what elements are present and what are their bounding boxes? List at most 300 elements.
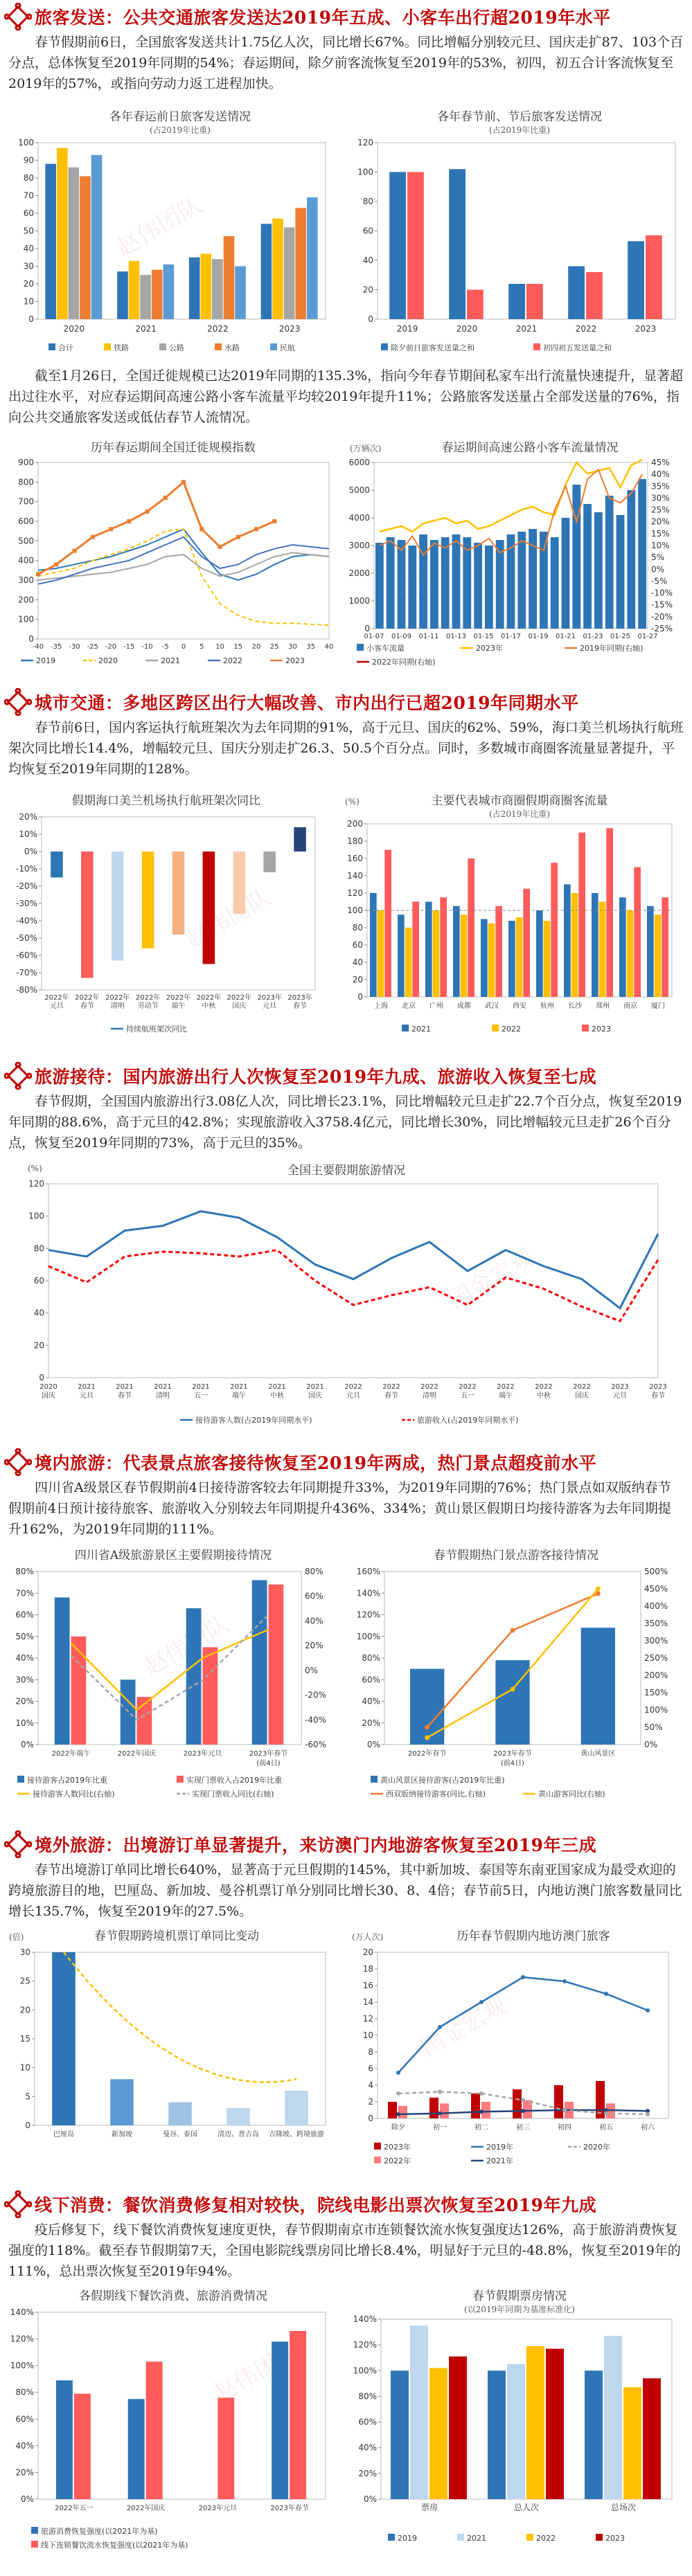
legend-swatch xyxy=(402,1025,409,1032)
bar xyxy=(516,917,523,997)
x-tick-label: 黄山风景区 xyxy=(580,1750,616,1758)
chart-c5 xyxy=(7,789,326,1045)
y-tick-label: 800 xyxy=(18,477,34,487)
chart-unit: (万人次) xyxy=(352,1932,384,1942)
chart-c7 xyxy=(7,1156,685,1433)
y2-tick-label: -5% xyxy=(651,576,668,586)
legend-label: 初四初五发送量之和 xyxy=(543,343,612,352)
x-tick-label: 2021 xyxy=(135,324,157,334)
y-tick-label: 30 xyxy=(23,261,34,271)
x-tick-label: 2021 xyxy=(230,1383,248,1391)
x-tick-label: 广州 xyxy=(429,1002,443,1010)
bar xyxy=(449,2357,467,2499)
series-marker xyxy=(479,2000,483,2004)
x-tick-label: 郑州 xyxy=(596,1002,610,1010)
y-tick-label: 2000 xyxy=(348,568,370,578)
x-tick-label: 武汉 xyxy=(485,1002,499,1010)
y-tick-label: -30% xyxy=(15,899,37,908)
y-tick-label: 80 xyxy=(362,197,373,206)
legend-label: 旅游收入(占2019年同期水平) xyxy=(417,1416,519,1425)
y-tick-label: 16 xyxy=(362,1981,373,1990)
y-tick-label: 0 xyxy=(364,624,370,633)
bar xyxy=(200,254,211,319)
y-tick-label: 40% xyxy=(358,2442,377,2453)
y-tick-label: 40 xyxy=(23,244,34,253)
series-marker xyxy=(521,1975,525,1979)
x-tick-label: 2022年国庆 xyxy=(117,1750,157,1758)
y-tick-label: 0 xyxy=(368,2114,373,2123)
x-tick-label: 5 xyxy=(199,643,204,651)
series-marker xyxy=(425,1736,429,1740)
y-tick-label: 120 xyxy=(347,888,363,898)
bar xyxy=(655,915,662,997)
series-marker xyxy=(73,549,77,553)
x-tick-label-2: 春节 xyxy=(118,1392,132,1400)
x-tick-label: 成都 xyxy=(457,1002,471,1010)
bar xyxy=(488,2370,506,2499)
y-tick-label: 1000 xyxy=(348,596,370,606)
bar xyxy=(129,261,140,319)
chart-unit: (%) xyxy=(28,1164,42,1173)
x-tick-label: 01-25 xyxy=(610,633,631,640)
bar xyxy=(643,2378,661,2499)
y-tick-label: 40 xyxy=(33,1308,44,1318)
y-tick-label: 20 xyxy=(362,1947,373,1957)
bar xyxy=(495,1660,529,1745)
x-tick-label: 2021 xyxy=(78,1383,96,1391)
bar xyxy=(562,518,570,629)
bar xyxy=(526,2346,544,2499)
x-tick-label: 吉隆坡、跨境旅游 xyxy=(269,2131,324,2138)
x-tick-label: 2022年国庆 xyxy=(126,2505,166,2512)
bar xyxy=(429,2368,447,2499)
y2-tick-label: -20% xyxy=(305,1690,327,1700)
y-tick-label: 20% xyxy=(15,2467,34,2478)
chart-title: 春节假期票房情况 xyxy=(472,2289,567,2303)
series-marker xyxy=(511,1628,515,1633)
bar xyxy=(387,537,395,629)
bar xyxy=(468,858,474,997)
bar xyxy=(627,490,635,629)
x-tick-label: 厦门 xyxy=(651,1002,665,1010)
series-marker xyxy=(521,2098,525,2102)
y-tick-label: 40% xyxy=(15,2440,34,2451)
x-tick-label: 2022年春节 xyxy=(407,1750,447,1758)
y-tick-label: 3000 xyxy=(348,541,370,550)
bar xyxy=(583,504,592,629)
x-tick-label-2: 春节 xyxy=(293,1002,308,1010)
bar xyxy=(623,2387,641,2499)
chart-subtitle: (以2019年同期为基准标准化) xyxy=(464,2305,575,2314)
legend-label: 2019年同期(右轴) xyxy=(580,644,644,653)
x-tick-label-2: 元旦 xyxy=(613,1392,627,1400)
series-marker xyxy=(562,2108,567,2112)
bar xyxy=(370,893,377,997)
bar xyxy=(186,1608,202,1745)
bar xyxy=(172,852,185,935)
y-tick-label: 160 xyxy=(347,854,363,863)
bar xyxy=(112,852,124,961)
legend-label: 2023 xyxy=(605,2534,625,2543)
series-marker xyxy=(36,573,40,577)
bar xyxy=(449,169,465,319)
plot-frame xyxy=(35,1952,326,2125)
x-tick-label-2: 国庆 xyxy=(308,1392,322,1400)
y2-tick-label: 25% xyxy=(651,505,670,515)
section-title-outbound xyxy=(0,1828,692,1861)
y-tick-label: 20 xyxy=(19,2005,30,2015)
bar xyxy=(375,543,384,629)
y-tick-label: 20% xyxy=(358,2468,377,2478)
y-tick-label: 600 xyxy=(18,516,34,526)
y-tick-label: 140% xyxy=(353,2314,377,2324)
y-tick-label: 90 xyxy=(23,155,34,165)
x-tick-label: 2020 xyxy=(456,324,478,334)
legend-swatch xyxy=(526,2534,533,2541)
bar xyxy=(647,906,654,997)
series-marker xyxy=(163,496,168,500)
x-tick-label: 2021 xyxy=(515,324,538,334)
y-tick-label: 20% xyxy=(19,812,37,822)
y2-tick-label: 80% xyxy=(305,1567,323,1576)
y-tick-label: 8 xyxy=(368,2047,373,2057)
series-line xyxy=(71,1630,269,1710)
bar xyxy=(235,267,246,320)
x-tick-label-2: 中秋 xyxy=(270,1392,284,1400)
x-tick-label-2: 端午 xyxy=(171,1002,186,1010)
y-tick-label: 100% xyxy=(10,2361,34,2371)
x-tick-label: -25 xyxy=(87,643,98,651)
bar xyxy=(272,2341,288,2499)
y-tick-label: 5000 xyxy=(348,485,370,495)
chart-title: 假期海口美兰机场执行航班架次同比 xyxy=(72,794,260,808)
bar xyxy=(508,921,515,997)
series-marker xyxy=(127,519,131,523)
series-marker xyxy=(181,480,186,484)
chart-unit: (万辆次) xyxy=(350,444,382,453)
bar xyxy=(638,479,646,629)
x-tick-label: 2023年 xyxy=(287,994,312,1002)
y2-tick-label: 300% xyxy=(644,1636,668,1646)
chart-subtitle: (占2019年比重) xyxy=(489,125,550,135)
legend-label: 黄山风景区接待游客(占2019年比重) xyxy=(380,1776,505,1785)
bar xyxy=(80,176,91,319)
bar xyxy=(412,902,419,998)
bar xyxy=(433,910,440,997)
legend-label: 2022 xyxy=(502,1025,521,1034)
x-tick-label-2: 劳动节 xyxy=(137,1002,159,1010)
y-tick-label: 10 xyxy=(23,296,34,307)
y2-tick-label: 45% xyxy=(651,458,670,467)
y-tick-label: 70 xyxy=(23,190,34,201)
y2-tick-label: 150% xyxy=(644,1688,668,1697)
series-marker xyxy=(396,2071,400,2075)
x-tick-label: -10 xyxy=(141,643,153,651)
y-tick-label: -20% xyxy=(15,881,37,891)
series-marker xyxy=(109,527,113,531)
chart-title: 全国主要假期旅游情况 xyxy=(287,1164,405,1178)
x-tick-label: 0 xyxy=(181,643,186,651)
bar xyxy=(554,2085,563,2118)
y-tick-label: 120 xyxy=(28,1179,44,1189)
y2-tick-label: 35% xyxy=(651,481,670,492)
y-tick-label: 140% xyxy=(10,2307,34,2317)
x-tick-label: 10 xyxy=(215,643,224,651)
y-tick-label: 120% xyxy=(10,2334,34,2344)
bar xyxy=(536,910,543,997)
y2-tick-label: 10% xyxy=(651,541,670,550)
y-tick-label: 0% xyxy=(24,847,37,856)
y-tick-label: 400 xyxy=(18,555,34,566)
legend-swatch xyxy=(159,343,166,350)
x-tick-label-2: 元旦 xyxy=(346,1392,360,1400)
legend-label: 公路 xyxy=(169,343,184,352)
section-paragraph: 春节出境游订单同比增长640%，显著高于元旦假期的145%，其中新加坡、泰国等东南亚国家成为最受欢迎的跨境旅游目的地，巴厘岛、新加坡、曼谷机票订单分别同比增长30、8、4倍；春节前5日，内地访澳门旅客数量同比增长135.7%，恢复至2019年的27.5%。 xyxy=(8,1862,682,1919)
bar xyxy=(544,921,551,997)
x-tick-label: 2022 xyxy=(207,324,229,334)
x-tick-label-2: 元旦 xyxy=(49,1002,64,1010)
bar xyxy=(55,1598,70,1745)
legend-label: 小客车流量 xyxy=(366,644,405,653)
legend-swatch xyxy=(31,2527,38,2534)
bar xyxy=(619,897,626,997)
bar xyxy=(227,2108,250,2125)
bar xyxy=(605,496,614,629)
bar xyxy=(604,2336,622,2499)
section-heading: 境内旅游：代表景点旅客接待恢复至2019年两成，热门景点超疫前水平 xyxy=(35,1453,597,1473)
bar xyxy=(586,272,603,319)
legend-label: 2021年 xyxy=(486,2156,513,2165)
y-tick-label: 70% xyxy=(15,1588,34,1598)
chart-c1 xyxy=(7,101,336,363)
x-tick-label: 除夕 xyxy=(391,2124,405,2132)
y-tick-label: 80 xyxy=(33,1243,44,1254)
y-tick-label: 20 xyxy=(352,975,363,984)
y-tick-label: 80 xyxy=(23,173,34,183)
x-tick-label: -20 xyxy=(105,643,117,651)
x-tick-label: 30 xyxy=(288,643,297,651)
x-tick-label: 初六 xyxy=(641,2124,655,2132)
chart-subtitle: (占2019年比重) xyxy=(150,125,211,135)
bar xyxy=(616,515,625,629)
y-tick-label: -70% xyxy=(15,968,37,978)
bar xyxy=(634,867,641,998)
x-tick-label: 初二 xyxy=(474,2124,488,2132)
chart-title: 四川省A级旅游景区主要假期接待情况 xyxy=(74,1549,272,1562)
y2-tick-label: 40% xyxy=(305,1616,323,1626)
series-marker xyxy=(54,562,58,566)
bar xyxy=(572,485,580,629)
x-tick-label: -35 xyxy=(51,643,62,651)
y2-tick-label: 450% xyxy=(644,1584,668,1594)
x-tick-label: 西安 xyxy=(513,1002,526,1010)
bar xyxy=(233,852,246,914)
series-marker xyxy=(396,2112,400,2116)
legend-label: 黄山游客同比(右轴) xyxy=(538,1790,605,1799)
bar xyxy=(551,863,558,997)
bar xyxy=(81,852,94,978)
y-tick-label: 80% xyxy=(358,2391,377,2402)
y2-tick-label: 500% xyxy=(644,1567,668,1576)
chinese-knot-icon xyxy=(4,1448,32,1476)
bar xyxy=(388,2102,397,2118)
x-tick-label: 2023 xyxy=(278,324,301,334)
chart-c11 xyxy=(346,1925,685,2174)
x-tick-label-2: 春节 xyxy=(651,1392,665,1400)
bar xyxy=(212,259,223,319)
y2-tick-label: 350% xyxy=(644,1619,668,1628)
chart-unit: (%) xyxy=(345,797,360,807)
bar xyxy=(453,906,460,997)
chart-title: 各年春运前日旅客发送情况 xyxy=(109,110,251,124)
bar xyxy=(481,919,488,998)
y-tick-label: 20 xyxy=(362,285,373,295)
legend-label: 水路 xyxy=(224,343,240,352)
legend-label: 2023 xyxy=(285,656,305,665)
chinese-knot-icon xyxy=(4,1830,32,1858)
x-tick-label-2: 春节 xyxy=(384,1392,398,1400)
legend-label: 2019年 xyxy=(486,2143,513,2152)
legend-swatch xyxy=(357,644,364,651)
y-tick-label: 100% xyxy=(353,2366,377,2376)
series-marker xyxy=(91,535,95,539)
bar xyxy=(269,1585,284,1745)
bar xyxy=(578,833,585,998)
bar xyxy=(646,235,662,319)
watermark-6: 国金宏观 xyxy=(416,1991,512,2062)
x-tick-label-2: 端午 xyxy=(499,1392,513,1400)
bar xyxy=(140,275,151,319)
x-tick-label: 上海 xyxy=(374,1002,388,1010)
bar xyxy=(606,828,613,997)
legend-label: 2022 xyxy=(223,656,242,665)
x-tick-label: -40 xyxy=(32,643,44,651)
x-tick-label: 初五 xyxy=(599,2124,613,2132)
legend-swatch xyxy=(371,1776,378,1783)
legend-label: 2023年 xyxy=(384,2143,411,2152)
y-tick-label: 0 xyxy=(28,314,34,324)
bar xyxy=(546,2349,564,2499)
y-tick-label: 160% xyxy=(356,1567,380,1576)
bar xyxy=(389,172,406,320)
series-marker xyxy=(521,2109,525,2113)
legend-label: 接待游客人数(占2019年同期水平) xyxy=(195,1416,312,1425)
x-tick-label-2: 中秋 xyxy=(202,1002,216,1010)
bar xyxy=(474,543,482,629)
x-tick-label: 25 xyxy=(269,643,279,651)
section-title-domestic xyxy=(0,1445,692,1479)
x-tick-label: 2022年 xyxy=(135,994,161,1002)
bar xyxy=(263,852,276,872)
y2-tick-label: 20% xyxy=(651,516,670,527)
legend-label: 2021 xyxy=(467,2534,486,2543)
x-tick-label: 2023年春节 xyxy=(493,1750,532,1758)
legend-label: 接待游客占2019年比重 xyxy=(27,1776,107,1785)
y-tick-label: 140% xyxy=(356,1588,380,1598)
bar xyxy=(146,2361,163,2499)
series-marker xyxy=(596,1587,601,1592)
legend-label: 民航 xyxy=(280,343,295,352)
x-tick-label: 01-27 xyxy=(637,633,658,640)
chart-title: 春节假期跨境机票订单同比变动 xyxy=(94,1929,259,1943)
y-tick-label: 10 xyxy=(362,2030,373,2040)
chart-c6 xyxy=(339,789,685,1045)
section-paragraph: 春节假期前6日，全国旅客发送共计1.75亿人次，同比增长67%。同比增幅分别较元旦、国庆走扩87、103个百分点，总体恢复至2019年同期的54%；春运期间，除夕前客流恢复至2019年的53%，初四，初五合计客流恢复至2019年的57%，或指向劳动力返工进程加快。 xyxy=(8,35,684,91)
bar xyxy=(295,208,306,319)
legend-label: 2022 xyxy=(536,2534,556,2543)
y-tick-label: 0% xyxy=(20,2494,34,2504)
bar xyxy=(272,219,283,319)
y-tick-label: 15 xyxy=(19,2034,30,2044)
bar xyxy=(485,546,493,629)
x-tick-label: -5 xyxy=(161,643,169,651)
bar xyxy=(410,2325,428,2499)
y2-tick-label: 100% xyxy=(644,1705,668,1715)
x-tick-label: 杭州 xyxy=(540,1002,554,1010)
bar xyxy=(91,155,103,319)
bar xyxy=(261,224,272,319)
legend-swatch xyxy=(270,343,277,350)
bar xyxy=(481,2102,490,2118)
legend-swatch xyxy=(533,343,540,350)
x-tick-label: 01-13 xyxy=(445,633,467,640)
chart-unit: (倍) xyxy=(9,1932,24,1942)
x-tick-label-2: 国庆 xyxy=(575,1392,589,1400)
x-tick-label: 总人次 xyxy=(513,2503,540,2512)
bar xyxy=(507,2364,525,2499)
x-tick-label: 2022 xyxy=(535,1383,553,1391)
x-tick-label: 初四 xyxy=(558,2124,571,2132)
plot-frame xyxy=(48,1184,658,1378)
series-marker xyxy=(425,1725,429,1730)
y-tick-label: 20 xyxy=(33,1340,44,1351)
trend-line xyxy=(64,1952,296,2082)
section-heading: 线下消费：餐饮消费修复相对较快，院线电影出票次恢复至2019年九成 xyxy=(35,2195,597,2215)
bar xyxy=(110,2079,134,2125)
bar xyxy=(628,241,644,319)
x-tick-label: 2022 xyxy=(382,1383,400,1391)
legend-swatch xyxy=(374,2156,381,2163)
legend-swatch xyxy=(381,343,388,350)
series-marker xyxy=(479,2109,483,2114)
bar xyxy=(551,537,559,629)
y-tick-label: 25 xyxy=(19,1976,30,1986)
y-tick-label: 20% xyxy=(362,1718,380,1728)
y-tick-label: 0 xyxy=(25,2120,30,2130)
bar xyxy=(410,1669,444,1745)
bar xyxy=(294,827,306,852)
chart-subtitle: (占2019年比重) xyxy=(489,809,550,819)
x-tick-label: 2023年 xyxy=(257,994,282,1002)
bar xyxy=(662,897,668,997)
y-tick-label: 100% xyxy=(356,1631,380,1641)
bar xyxy=(398,540,406,629)
bar xyxy=(441,537,450,629)
x-tick-label: 20 xyxy=(251,643,261,651)
x-tick-label-2: 国庆 xyxy=(232,1002,247,1010)
x-tick-label: 2020 xyxy=(63,324,85,334)
plot-frame xyxy=(38,462,329,639)
legend-label: 2022年 xyxy=(384,2156,411,2165)
x-tick-label: 2022年 xyxy=(227,994,252,1002)
legend-label: 线下连锁餐饮流水恢复强度(以2021年为基) xyxy=(41,2541,188,2550)
series-marker xyxy=(218,545,222,549)
section-title-city xyxy=(0,685,692,719)
y-tick-label: 0% xyxy=(366,1740,380,1749)
legend-label: 2020 xyxy=(98,656,118,665)
x-tick-label: 2019 xyxy=(396,324,418,334)
bar xyxy=(408,546,416,629)
